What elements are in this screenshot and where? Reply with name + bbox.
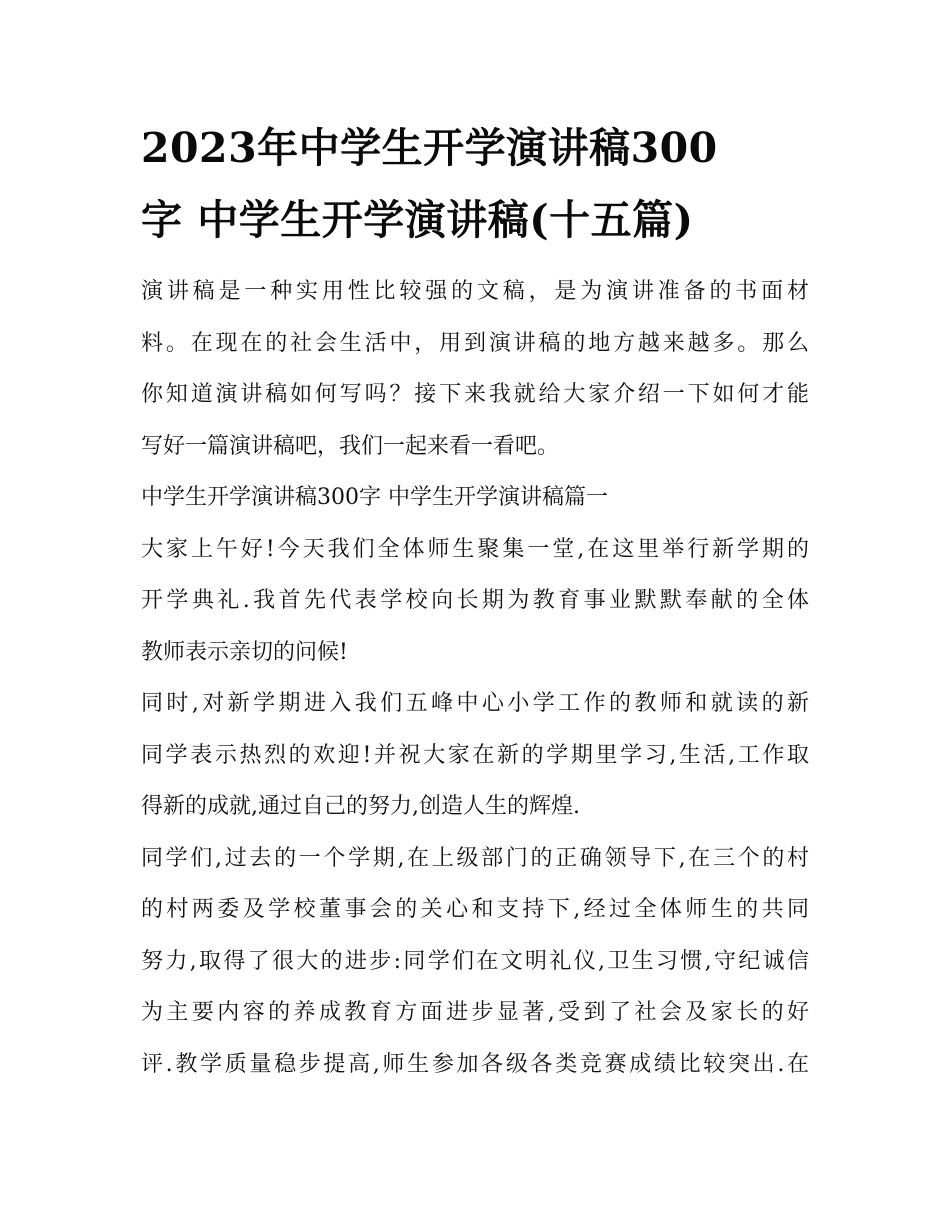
paragraph-line: 努力,取得了很大的进步:同学们在文明礼仪,卫生习惯,守纪诚信 — [141, 948, 809, 974]
intro-line: 你知道演讲稿如何写吗？接下来我就给大家介绍一下如何才能 — [141, 382, 809, 407]
title-line-2: 字 中学生开学演讲稿(十五篇) — [141, 196, 694, 244]
paragraph-line: 同学表示热烈的欢迎!并祝大家在新的学期里学习,生活,工作取 — [141, 742, 809, 768]
paragraph-line: 同时,对新学期进入我们五峰中心小学工作的教师和就读的新 — [141, 691, 809, 716]
paragraph-line: 为主要内容的养成教育方面进步显著,受到了社会及家长的好 — [141, 1000, 809, 1025]
paragraph-line: 同学们,过去的一个学期,在上级部门的正确领导下,在三个的村 — [141, 845, 809, 871]
paragraph-line: 教师表示亲切的问候! — [141, 639, 348, 665]
document-content — [141, 112, 809, 1090]
document-body — [141, 266, 809, 1090]
paragraph-line: 大家上午好!今天我们全体师生聚集一堂,在这里举行新学期的 — [141, 536, 809, 562]
intro-line: 写好一篇演讲稿吧，我们一起来看一看吧。 — [141, 433, 560, 459]
paragraph-line: 的村两委及学校董事会的关心和支持下,经过全体师生的共同 — [141, 897, 809, 922]
paragraph-line: 开学典礼.我首先代表学校向长期为教育事业默默奉献的全体 — [141, 588, 809, 613]
section-heading: 中学生开学演讲稿300字 中学生开学演讲稿篇一 — [141, 485, 608, 510]
document-title — [141, 112, 809, 256]
paragraph-line: 评.教学质量稳步提高,师生参加各级各类竞赛成绩比较突出.在 — [141, 1051, 809, 1077]
paragraph-line: 得新的成就,通过自己的努力,创造人生的辉煌. — [141, 794, 580, 819]
intro-line: 料。在现在的社会生活中，用到演讲稿的地方越来越多。那么 — [141, 330, 809, 356]
title-line-1: 2023年中学生开学演讲稿300 — [141, 124, 718, 172]
intro-line: 演讲稿是一种实用性比较强的文稿，是为演讲准备的书面材 — [141, 279, 809, 304]
